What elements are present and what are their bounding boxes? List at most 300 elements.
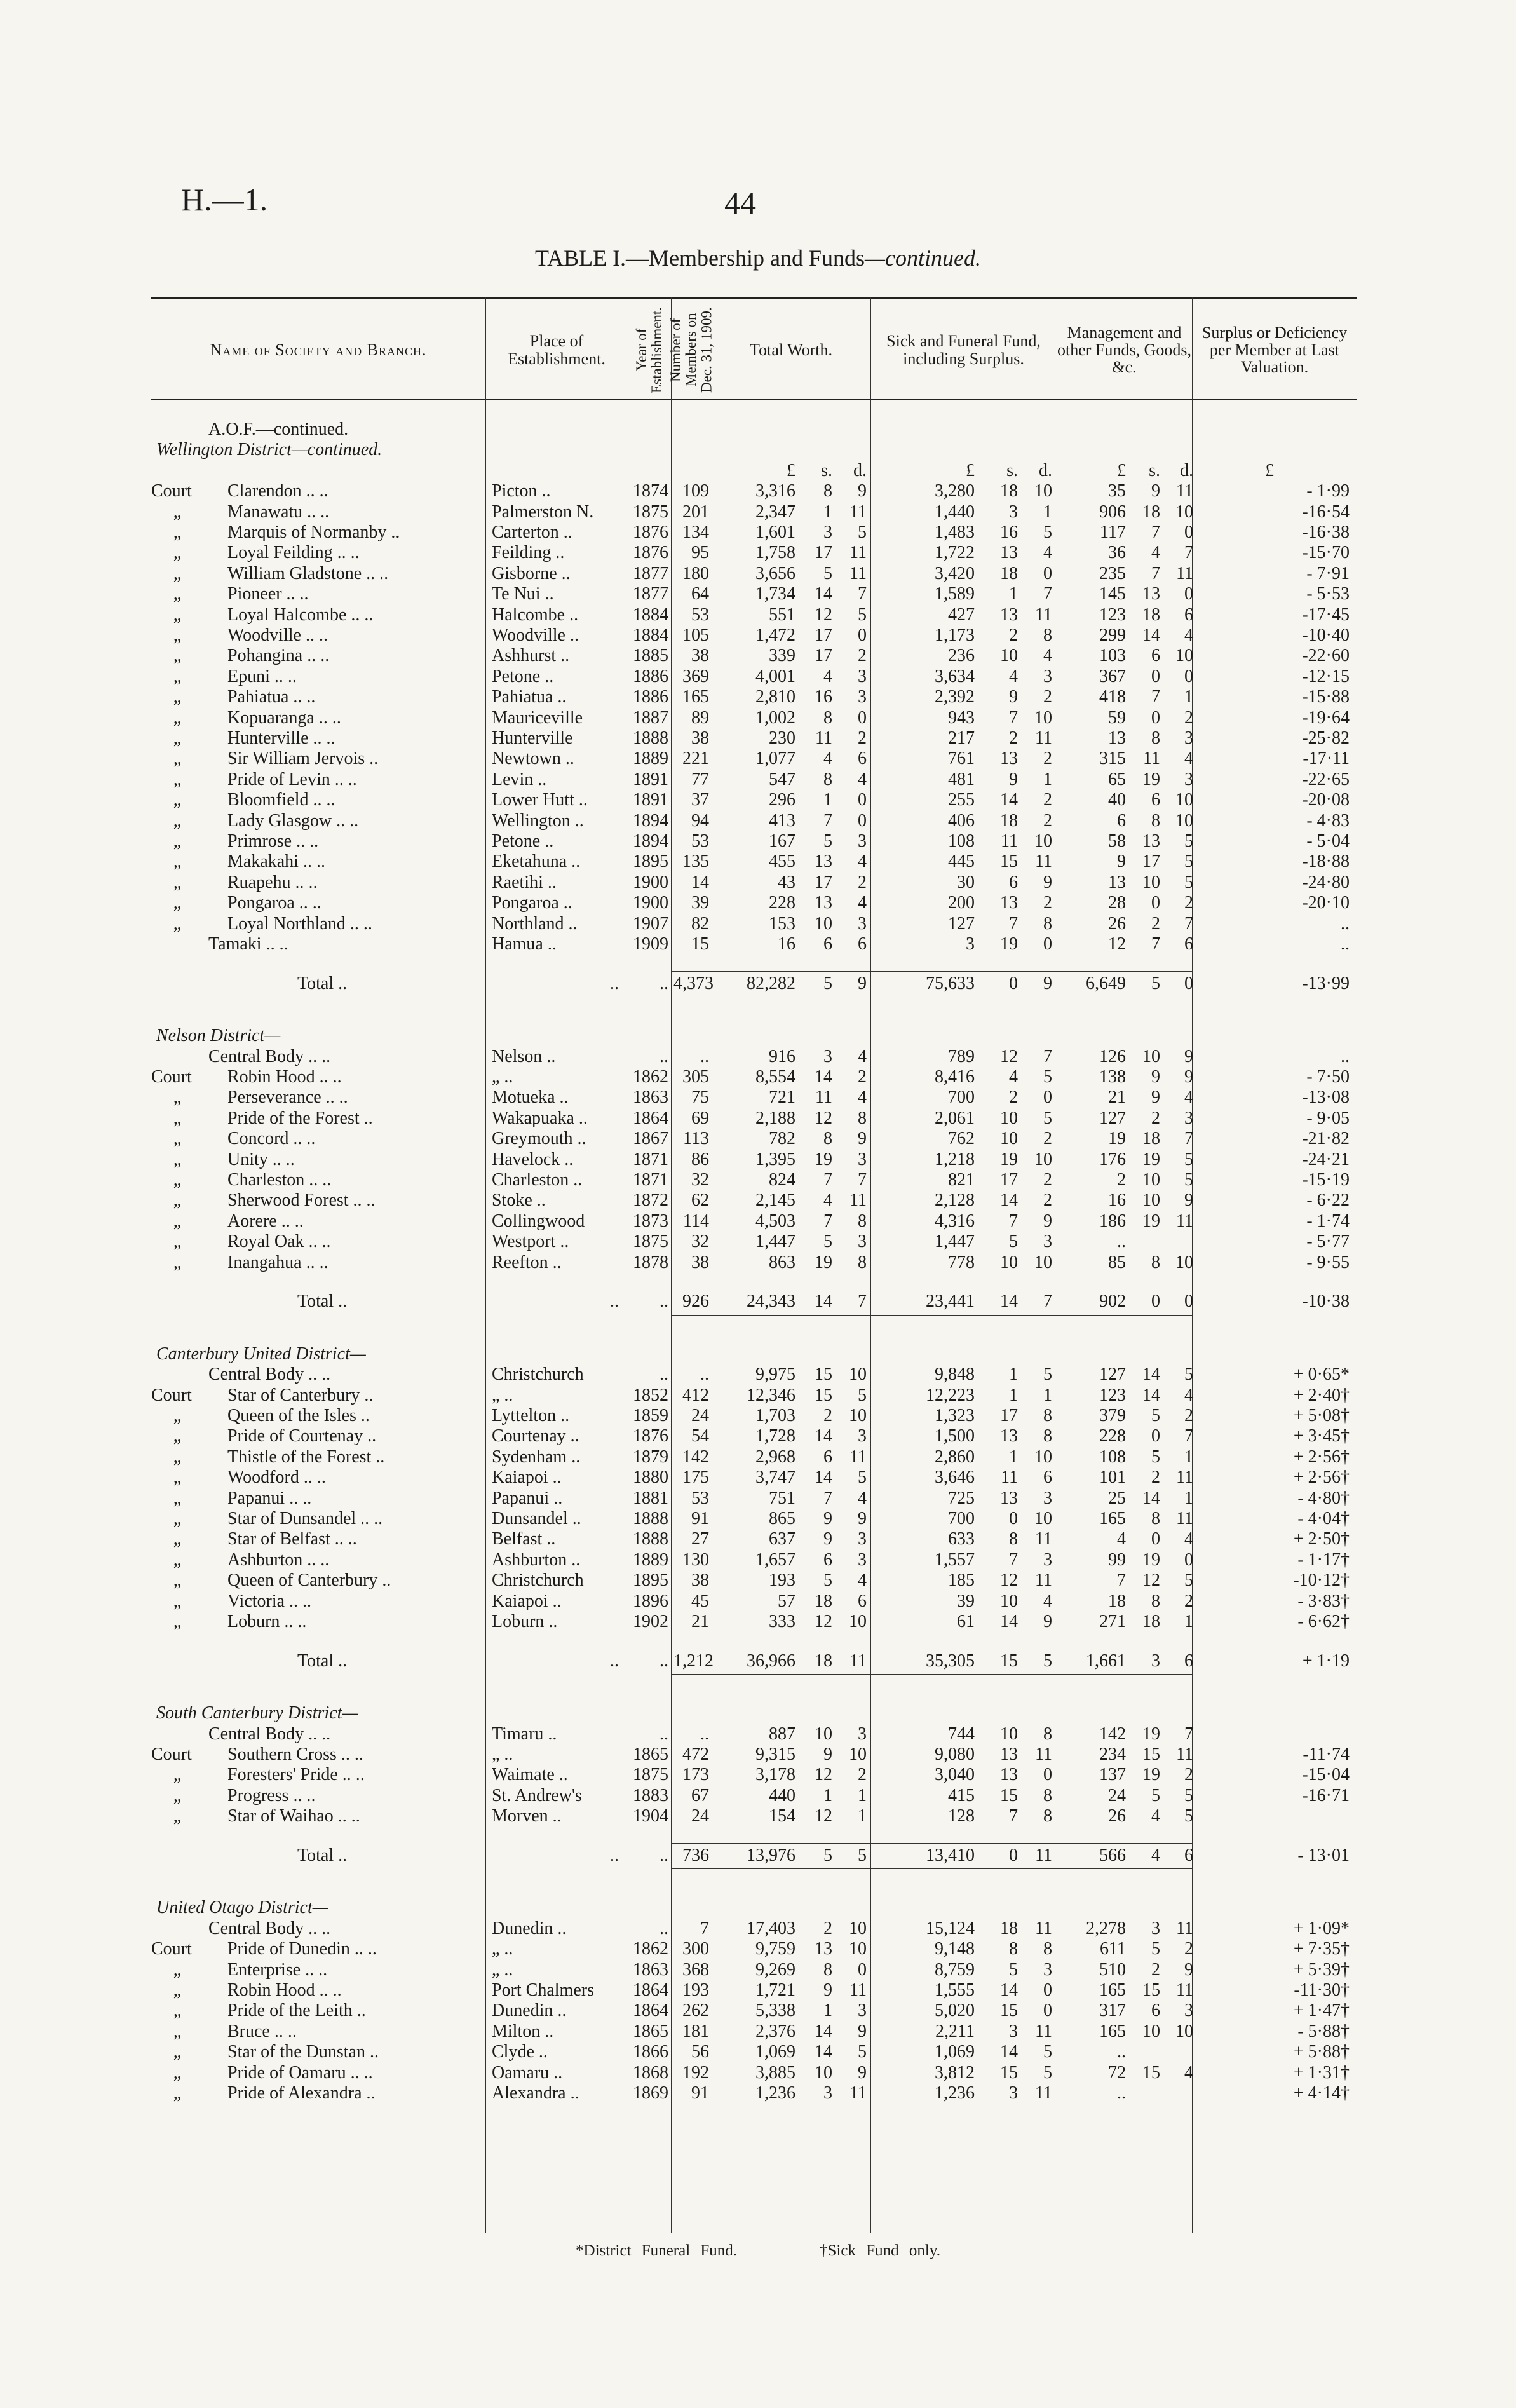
place: Nelson .. [492,1046,556,1066]
mgmt-shillings: 8 [1151,1508,1160,1528]
mgmt-pence: 0 [1184,584,1193,604]
table-row [151,749,1357,769]
worth-pence: 2 [858,1066,867,1087]
sick-pounds: 30 [957,872,975,892]
mgmt-shillings: 0 [1151,1426,1160,1446]
surplus: -13·08 [1302,1087,1350,1108]
row-prefix: „ [173,1591,182,1611]
worth-shillings: 12 [815,1806,832,1826]
members: 45 [691,1591,709,1611]
worth-pence: 9 [858,1129,867,1149]
total-row [151,1846,1357,1866]
sick-pounds: 3,280 [935,481,975,501]
society-name: Unity .. .. [227,1149,295,1169]
mgmt-shillings: 8 [1151,810,1160,831]
members: 135 [682,852,709,872]
mgmt-pounds: 186 [1099,1211,1126,1231]
table-row [151,625,1357,646]
membership-table [151,297,1357,2233]
surplus: .. [1341,934,1350,954]
surplus: -13·99 [1302,973,1350,993]
year: 1885 [633,646,668,666]
society-name: Bloomfield .. .. [227,790,335,810]
mgmt-pounds: 21 [1108,1087,1126,1108]
sick-pounds: 700 [948,1087,975,1108]
worth-pounds: 824 [769,1169,795,1190]
society-name: Thistle of the Forest .. [227,1446,385,1467]
sick-shillings: 12 [1000,1046,1018,1066]
surplus: -17·11 [1303,749,1350,769]
year: 1871 [633,1149,668,1169]
year: 1863 [633,1959,668,1980]
year: 1909 [633,934,668,954]
sick-pence: 7 [1043,1291,1052,1312]
row-prefix: „ [173,1785,182,1806]
worth-pounds: 1,447 [755,1232,795,1252]
sick-pounds: 427 [948,604,975,625]
year: 1862 [633,1066,668,1087]
sick-shillings: 1 [1009,1385,1018,1405]
surplus: -16·38 [1302,522,1350,542]
year: .. [660,973,668,993]
sick-pence: 9 [1043,1611,1052,1631]
mgmt-pence: 7 [1184,1129,1193,1149]
total-rule [671,971,870,972]
table-row [151,2083,1357,2104]
table-title [0,245,1516,271]
table-row [151,667,1357,687]
members: 134 [682,522,709,542]
place: Kaiapoi .. [492,1467,562,1488]
year: 1859 [633,1405,668,1425]
sick-pence: 2 [1043,810,1052,831]
worth-shillings: 1 [823,790,832,810]
worth-pence: 5 [858,1467,867,1488]
sick-pounds: 744 [948,1724,975,1744]
members: 15 [691,934,709,954]
sick-shillings: 12 [1000,1570,1018,1591]
mgmt-pence: 2 [1184,1765,1193,1785]
worth-pence: 9 [858,481,867,501]
surplus: -21·82 [1302,1129,1350,1149]
members: 32 [691,1232,709,1252]
row-prefix: „ [173,666,182,686]
worth-unit-pence: d. [853,460,867,480]
mgmt-shillings: 19 [1142,1549,1160,1570]
mgmt-pence: 3 [1184,769,1193,789]
table-row [151,1447,1357,1467]
total-rule [1057,1674,1192,1675]
mgmt-pounds: 176 [1099,1149,1126,1169]
surplus: -12·15 [1302,666,1350,686]
worth-pence: 5 [858,1385,867,1405]
table-row [151,873,1357,893]
sick-shillings: 18 [1000,563,1018,583]
worth-pence: 0 [858,810,867,831]
worth-pounds: 863 [769,1252,795,1272]
sick-shillings: 2 [1009,625,1018,645]
sick-shillings: 4 [1009,666,1018,686]
place: Oamaru .. [492,2062,563,2083]
table-row [151,1550,1357,1570]
sick-pounds: 2,211 [935,2021,975,2041]
row-prefix: „ [173,1129,182,1149]
mgmt-pounds: 85 [1108,1252,1126,1272]
table-row [151,1047,1357,1067]
worth-pounds: 1,069 [755,2042,795,2062]
table-row [151,1765,1357,1785]
row-prefix: „ [173,604,182,625]
mgmt-pence: 11 [1176,1467,1193,1488]
sick-shillings: 9 [1009,769,1018,789]
surplus: - 7·91 [1306,563,1350,583]
mgmt-pounds: 127 [1099,1108,1126,1128]
worth-shillings: 8 [823,707,832,728]
table-row [151,543,1357,563]
place: Courtenay .. [492,1426,579,1446]
members: 192 [682,2062,709,2083]
worth-pence: 4 [858,852,867,872]
mgmt-pence: 0 [1184,666,1193,686]
worth-pounds: 57 [778,1591,795,1611]
worth-shillings: 7 [823,1488,832,1508]
sick-pounds: 3,646 [935,1467,975,1488]
worth-shillings: 8 [823,1129,832,1149]
doc-id: H.—1. [181,182,268,217]
mgmt-unit-pence: d. [1180,460,1193,480]
sick-shillings: 16 [1000,522,1018,542]
sick-pence: 5 [1043,2062,1052,2083]
society-name: Aorere .. .. [227,1211,304,1231]
worth-pence: 11 [849,1446,867,1467]
col-header-surplus: Surplus or Deficiency per Member at Last Valuation. [1201,323,1348,377]
worth-shillings: 14 [815,2042,832,2062]
total-rule [870,1674,1057,1675]
sick-shillings: 0 [1009,1845,1018,1865]
surplus: - 4·80† [1297,1488,1350,1508]
mgmt-pounds: .. [1117,2042,1126,2062]
worth-pounds: 1,002 [755,707,795,728]
members: 300 [682,1939,709,1959]
society-name: Ruapehu .. .. [227,872,318,892]
mgmt-pounds: 103 [1099,646,1126,666]
table-row [151,1426,1357,1446]
place: Levin .. [492,769,547,789]
row-prefix: „ [173,501,182,522]
society-name: Woodford .. .. [227,1467,326,1488]
sick-pounds: 1,440 [935,501,975,522]
mgmt-shillings: 0 [1151,893,1160,913]
sick-pence: 7 [1043,584,1052,604]
mgmt-pence: 2 [1184,1591,1193,1611]
section-title: South Canterbury District— [156,1703,358,1724]
row-prefix: „ [173,1446,182,1467]
sick-shillings: 15 [1000,2062,1018,2083]
mgmt-pence: 7 [1184,913,1193,934]
worth-shillings: 5 [823,1232,832,1252]
total-rule [870,1868,1057,1869]
mgmt-pounds: 58 [1108,831,1126,851]
surplus: - 6·62† [1297,1611,1350,1631]
sick-shillings: 10 [1000,646,1018,666]
mgmt-pence: 11 [1176,1744,1193,1764]
worth-pence: 9 [858,973,867,993]
surplus-unit: £ [1265,460,1274,480]
sick-pounds: 778 [948,1252,975,1272]
society-name: Lady Glasgow .. .. [227,810,359,831]
worth-pence: 4 [858,769,867,789]
table-row [151,481,1357,501]
sick-pence: 4 [1043,646,1052,666]
place: .. [610,1845,619,1865]
members: 262 [682,2001,709,2021]
place: Carterton .. [492,522,572,542]
mgmt-pounds: 9 [1117,852,1126,872]
members: .. [700,1364,709,1385]
mgmt-shillings: 8 [1151,1252,1160,1272]
worth-pence: 8 [858,1211,867,1231]
total-rule [870,1315,1057,1316]
table-row [151,934,1357,955]
place: Havelock .. [492,1149,574,1169]
sick-pounds: 1,483 [935,522,975,542]
members: 14 [691,872,709,892]
table-row [151,708,1357,728]
mgmt-pounds: 165 [1099,2021,1126,2041]
surplus: - 1·74 [1306,1211,1350,1231]
place: Papanui .. [492,1488,563,1508]
sick-pounds: 1,447 [935,1232,975,1252]
sick-shillings: 3 [1009,501,1018,522]
sick-shillings: 5 [1009,1959,1018,1980]
worth-pence: 3 [858,687,867,707]
mgmt-shillings: 3 [1151,1918,1160,1938]
mgmt-pence: 10 [1175,790,1193,810]
year: .. [660,1918,668,1938]
section-heading [151,440,1357,460]
sick-pounds: 943 [948,707,975,728]
worth-pence: 8 [858,1252,867,1272]
year: .. [660,1845,668,1865]
place: „ .. [492,1744,513,1764]
year: 1888 [633,1529,668,1549]
table-row [151,728,1357,749]
surplus: + 4·14† [1293,2083,1350,2103]
sick-pounds: 1,557 [935,1549,975,1570]
worth-pence: 11 [849,1650,867,1671]
mgmt-pounds: 18 [1108,1591,1126,1611]
year: 1876 [633,543,668,563]
mgmt-pounds: 59 [1108,707,1126,728]
row-prefix: „ [173,913,182,934]
surplus: + 1·47† [1293,2001,1350,2021]
sick-pence: 11 [1035,2021,1052,2041]
total-rule [870,971,1057,972]
sick-pence: 8 [1043,1724,1052,1744]
table-row [151,1232,1357,1252]
society-name: Pioneer .. .. [227,584,309,604]
members: 94 [691,810,709,831]
sick-pence: 5 [1043,1650,1052,1671]
worth-pounds: 1,601 [755,522,795,542]
mgmt-pence: 5 [1184,1169,1193,1190]
sick-pence: 10 [1034,1508,1052,1528]
mgmt-shillings: 8 [1151,1591,1160,1611]
sick-pence: 5 [1043,1108,1052,1128]
worth-shillings: 12 [815,1108,832,1128]
worth-pounds: 413 [769,810,795,831]
society-name: Queen of the Isles .. [227,1405,370,1425]
surplus: -17·45 [1302,604,1350,625]
worth-pounds: 9,269 [755,1959,795,1980]
place: „ .. [492,1959,513,1980]
mgmt-pounds: 137 [1099,1765,1126,1785]
mgmt-pence: 10 [1175,501,1193,522]
sick-pence: 7 [1043,1046,1052,1066]
society-name: Woodville .. .. [227,625,328,645]
place: Mauriceville [492,707,583,728]
sick-shillings: 9 [1009,687,1018,707]
surplus: + 5·08† [1293,1405,1350,1425]
sick-shillings: 18 [1000,481,1018,501]
sick-shillings: 1 [1009,1446,1018,1467]
worth-pounds: 1,657 [755,1549,795,1570]
worth-shillings: 14 [815,1291,832,1312]
place: Gisborne .. [492,563,571,583]
society-name: Perseverance .. .. [227,1087,348,1108]
worth-pence: 3 [858,913,867,934]
table-row [151,502,1357,522]
worth-shillings: 12 [815,1611,832,1631]
mgmt-pence: 0 [1184,973,1193,993]
sick-unit-pence: d. [1039,460,1052,480]
worth-pounds: 36,966 [747,1650,795,1671]
members: 142 [682,1446,709,1467]
mgmt-pounds: 510 [1099,1959,1126,1980]
sick-pence: 8 [1043,1405,1052,1425]
sick-pounds: 1,323 [935,1405,975,1425]
year: 1907 [633,913,668,934]
total-rule [870,1843,1057,1844]
worth-pence: 10 [849,1744,867,1764]
mgmt-pounds: 4 [1117,1529,1126,1549]
worth-pence: 7 [858,1169,867,1190]
table-row [151,1170,1357,1190]
mgmt-pence: 6 [1184,1845,1193,1865]
worth-pence: 6 [858,749,867,769]
worth-pounds: 16 [778,934,795,954]
worth-pence: 11 [849,501,867,522]
members: 305 [682,1066,709,1087]
sick-pence: 2 [1043,1190,1052,1211]
place: Northland .. [492,913,578,934]
sick-pounds: 789 [948,1046,975,1066]
place: Pahiatua .. [492,687,567,707]
worth-pence: 4 [858,1488,867,1508]
worth-pence: 11 [849,563,867,583]
col-header-mgmt: Management and other Funds, Goods, &c. [1057,323,1191,377]
sick-pence: 0 [1043,1980,1052,2000]
surplus: -16·71 [1302,1785,1350,1806]
surplus: -20·08 [1302,790,1350,810]
surplus: - 4·83 [1306,810,1350,831]
members: 64 [691,584,709,604]
members: 105 [682,625,709,645]
sick-pence: 8 [1043,1785,1052,1806]
sick-pence: 9 [1043,872,1052,892]
worth-shillings: 12 [815,1765,832,1785]
place: .. [610,973,619,993]
surplus: - 5·77 [1306,1232,1350,1252]
worth-pounds: 1,703 [755,1405,795,1425]
table-row [151,790,1357,810]
table-row [151,1939,1357,1959]
members: 109 [682,481,709,501]
year: 1889 [633,1549,668,1570]
year: 1900 [633,893,668,913]
worth-pounds: 193 [769,1570,795,1591]
members: 32 [691,1169,709,1190]
mgmt-pounds: 99 [1108,1549,1126,1570]
total-rule [1057,1868,1192,1869]
sick-pounds: 3,812 [935,2062,975,2083]
worth-pence: 11 [849,2083,867,2103]
place: Christchurch [492,1364,584,1385]
sick-pence: 2 [1043,1129,1052,1149]
worth-pence: 5 [858,2042,867,2062]
mgmt-pounds: 7 [1117,1570,1126,1591]
place: Newtown .. [492,749,574,769]
sick-pounds: 3 [966,934,975,954]
sick-pounds: 1,555 [935,1980,975,2000]
society-name: Charleston .. .. [227,1169,332,1190]
society-name: Epuni .. .. [227,666,297,686]
row-prefix: „ [173,1232,182,1252]
worth-pounds: 17,403 [747,1918,795,1938]
total-rule [1057,1843,1192,1844]
sick-pounds: 700 [948,1508,975,1528]
sick-pence: 2 [1043,749,1052,769]
year: 1869 [633,2083,668,2103]
place: Ashburton .. [492,1549,581,1570]
society-name: Clarendon .. .. [227,481,328,501]
year: 1862 [633,1939,668,1959]
table-row [151,831,1357,852]
sick-pence: 11 [1035,1845,1052,1865]
worth-pence: 3 [858,1426,867,1446]
members: 926 [682,1291,709,1312]
mgmt-pounds: 40 [1108,790,1126,810]
members: 7 [700,1918,709,1938]
place: Feilding .. [492,543,565,563]
sick-pence: 8 [1043,913,1052,934]
sick-shillings: 14 [1000,1980,1018,2000]
table-row [151,1108,1357,1129]
mgmt-shillings: 3 [1151,1650,1160,1671]
sick-pounds: 2,392 [935,687,975,707]
worth-pounds: 8,554 [755,1066,795,1087]
worth-shillings: 6 [823,1549,832,1570]
worth-shillings: 17 [815,625,832,645]
year: 1866 [633,2042,668,2062]
worth-pence: 0 [858,1959,867,1980]
table-row [151,1612,1357,1632]
total-rule [1057,1315,1192,1316]
members: 27 [691,1529,709,1549]
sick-shillings: 7 [1009,1806,1018,1826]
row-prefix: „ [173,1959,182,1980]
place: Palmerston N. [492,501,594,522]
